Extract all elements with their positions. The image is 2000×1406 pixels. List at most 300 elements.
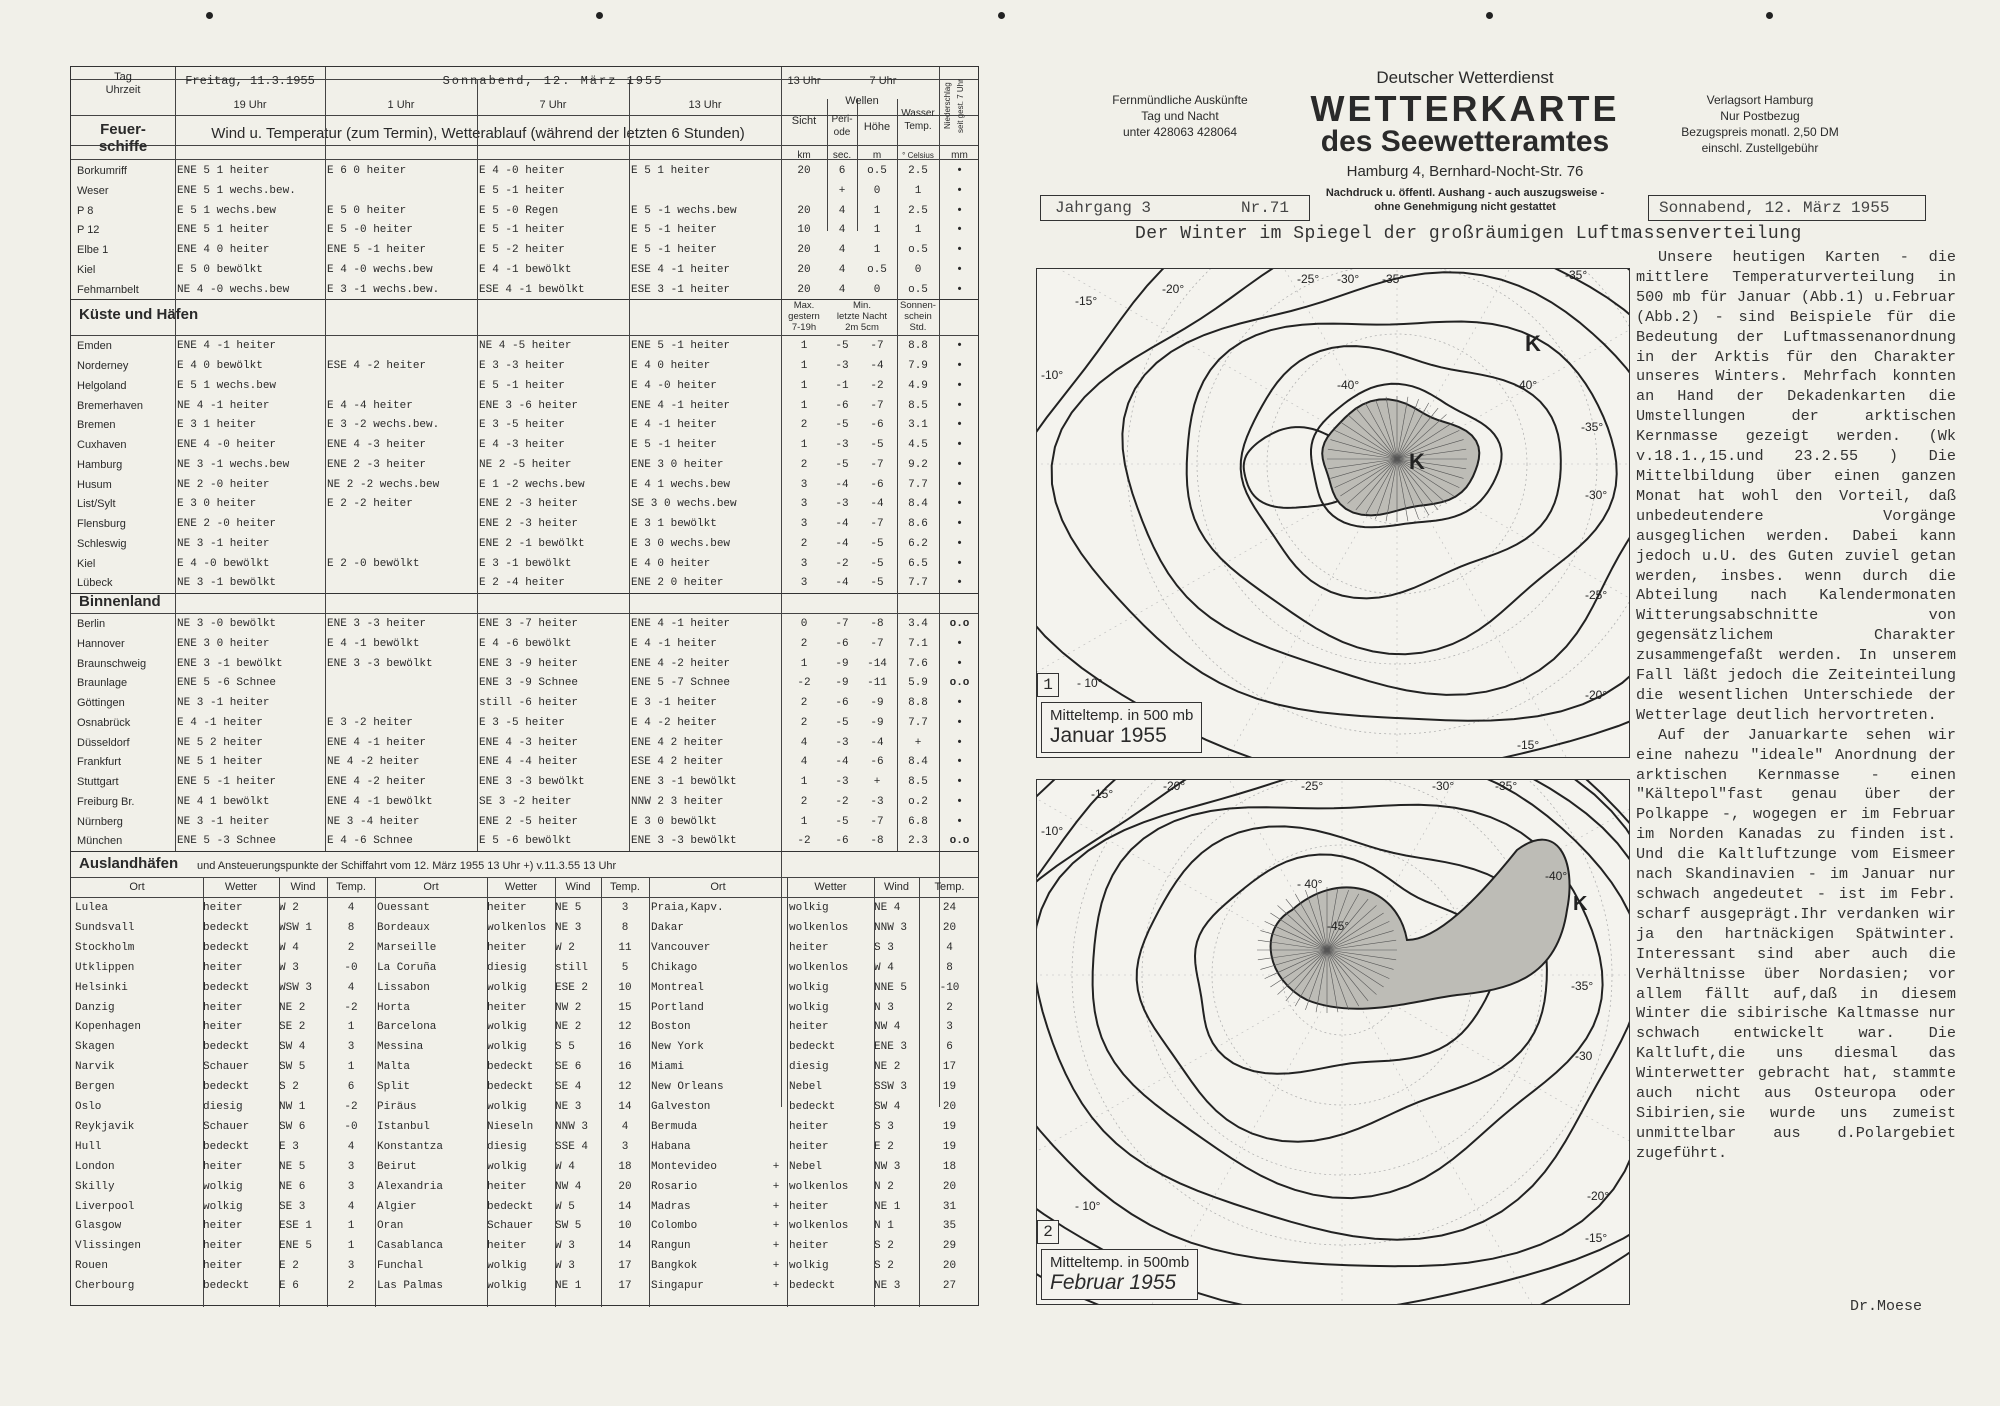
port-wind: SW 4 [279, 1041, 306, 1054]
port-wind: NNW 3 [555, 1120, 589, 1133]
port-temp: 17 [618, 1280, 632, 1293]
port-wind: SW 6 [279, 1120, 306, 1133]
port-temp: 20 [942, 1180, 957, 1193]
port-temp: -0 [344, 1120, 358, 1133]
isotherm-label: -20° [1162, 282, 1185, 296]
port-weather: diesig [203, 1101, 243, 1113]
isotherm-label: -15° [1585, 1231, 1608, 1245]
isotherm-label: -35° [1571, 979, 1594, 993]
obs-19: E 4 0 bewölkt [177, 360, 263, 372]
port-temp: 18 [618, 1160, 632, 1173]
obs-13: E 4 -0 heiter [631, 379, 717, 392]
port-name: Danzig [75, 1001, 115, 1014]
val: o.5 [867, 165, 887, 177]
port-temp: 10 [618, 1220, 632, 1233]
port-name: Horta [377, 1001, 411, 1014]
station-name: Braunschweig [77, 657, 147, 670]
port-temp: 3 [621, 1140, 629, 1153]
obs-19: ENE 3 0 heiter [177, 637, 270, 650]
port-weather: wolkenlos [789, 921, 849, 934]
port-wind: S 2 [279, 1081, 299, 1094]
port-weather: bedeckt [789, 1280, 836, 1293]
obs-7: SE 3 -2 heiter [479, 795, 572, 808]
rule [874, 877, 875, 1307]
port-wind: SSW 3 [874, 1081, 908, 1094]
obs-19: NE 4 -0 wechs.bew [177, 283, 290, 296]
port-weather: wolkig [789, 1001, 829, 1014]
val: 4 [838, 283, 846, 296]
obs-13: E 5 -1 wechs.bew [631, 204, 737, 217]
val: -5 [870, 557, 884, 570]
port-wind: NE 6 [279, 1180, 306, 1193]
section-binnenland: Binnenland [79, 593, 161, 610]
rule [375, 877, 376, 1307]
val: -4 [835, 518, 849, 530]
val: -9 [835, 657, 849, 670]
val: 2 [800, 795, 808, 808]
obs-1: ENE 3 -3 bewölkt [327, 657, 433, 670]
val: 4.9 [908, 379, 928, 392]
val: 7.6 [908, 657, 928, 670]
obs-19: ENE 4 -0 heiter [177, 439, 277, 451]
port-weather: wolkig [487, 981, 527, 994]
port-wind: NE 3 [874, 1280, 901, 1293]
val: 8.5 [908, 776, 928, 788]
obs-7: E 5 -1 heiter [479, 184, 565, 197]
val: -2 [870, 379, 884, 392]
port-wind: NE 3 [555, 921, 582, 934]
isotherm-label: -25° [1585, 588, 1608, 602]
station-name: Braunlage [77, 677, 128, 690]
port-temp: -0 [344, 961, 358, 974]
port-weather: bedeckt [487, 1061, 534, 1074]
port-name: Rangun [651, 1240, 691, 1253]
isotherm-label: K [1525, 331, 1541, 356]
isotherm-label: -25° [1301, 780, 1324, 793]
port-name: Las Palmas [377, 1280, 444, 1293]
port-mark: + [772, 1240, 780, 1253]
port-name: Madras [651, 1200, 691, 1213]
obs-13: E 4 0 heiter [631, 557, 711, 570]
val: -2 [835, 557, 849, 570]
val: 8.8 [908, 340, 928, 353]
val: • [956, 379, 963, 392]
port-name: Liverpool [75, 1200, 135, 1213]
obs-1: E 6 0 heiter [327, 165, 407, 177]
station-name: Lübeck [77, 577, 113, 590]
obs-7: ENE 3 -7 heiter [479, 618, 579, 630]
port-name: Bergen [75, 1081, 115, 1094]
obs-19: ENE 5 -6 Schnee [177, 677, 277, 690]
rule [71, 159, 978, 160]
obs-1: E 3 -2 wechs.bew. [327, 419, 440, 432]
obs-13: E 4 -2 heiter [631, 716, 717, 729]
val: -4 [835, 537, 849, 550]
val: -3 [870, 795, 884, 808]
port-name: Cherbourg [75, 1280, 135, 1293]
val: • [956, 165, 963, 177]
masthead-contact: Fernmündliche Auskünfte Tag und Nacht unter 428063 428064 [1112, 93, 1248, 139]
val: • [956, 716, 963, 729]
val: • [956, 184, 963, 197]
obs-13: ENE 4 2 heiter [631, 736, 724, 749]
obs-1: NE 4 -2 heiter [327, 756, 420, 769]
port-wind: SE 2 [279, 1021, 306, 1034]
obs-19: NE 4 1 bewölkt [177, 795, 270, 808]
val: + [838, 184, 846, 197]
val: o.o [949, 677, 970, 690]
port-name: Rouen [75, 1260, 109, 1273]
port-wind: NNE 5 [874, 981, 908, 994]
obs-1: NE 3 -4 heiter [327, 815, 420, 828]
rule [325, 115, 326, 851]
hdr-wellen: Wellen [845, 95, 879, 107]
port-temp: 2 [347, 941, 355, 954]
port-weather: wolkig [487, 1041, 527, 1054]
val: -7 [870, 637, 884, 650]
obs-1: E 5 -0 heiter [327, 224, 413, 237]
isotherm-label: -15° [1517, 738, 1540, 752]
station-name: Nürnberg [77, 815, 123, 828]
val: -6 [870, 419, 884, 432]
port-name: Colombo [651, 1220, 698, 1233]
port-wind: W 5 [555, 1200, 575, 1213]
obs-19: ENE 5 1 heiter [177, 165, 270, 177]
rule [897, 159, 898, 851]
map-february-chart [1037, 780, 1630, 1305]
port-mark: + [772, 1260, 780, 1273]
hdr-19: 19 Uhr [233, 99, 267, 111]
masthead-subtitle: des Seewetteramtes [1320, 125, 1610, 158]
obs-13: E 4 0 heiter [631, 360, 711, 372]
val: -3 [835, 360, 849, 372]
map-february [1036, 779, 1630, 1305]
port-name: Piräus [377, 1101, 417, 1113]
port-weather: heiter [203, 1260, 243, 1273]
station-name: Borkumriff [77, 165, 127, 177]
val: • [956, 776, 963, 788]
val: -7 [870, 518, 884, 530]
rule [477, 115, 478, 851]
map-caption: Mitteltemp. in 500mb Februar 1955 [1041, 1249, 1198, 1300]
port-temp: 8 [347, 921, 355, 934]
port-name: Lulea [75, 902, 109, 914]
val: -3 [835, 439, 849, 451]
port-weather: wolkig [487, 1160, 527, 1173]
port-wind: ESE 1 [279, 1220, 313, 1233]
station-name: Emden [77, 340, 112, 353]
port-name: Sundsvall [75, 921, 135, 934]
port-temp: 4 [946, 941, 953, 954]
val: -4 [870, 360, 884, 372]
port-temp: 4 [347, 1140, 355, 1153]
port-mark: + [772, 1220, 780, 1233]
port-name: Montreal [651, 981, 704, 994]
val: -5 [835, 419, 849, 432]
obs-1: E 2 -2 heiter [327, 498, 413, 511]
obs-13: ENE 3 -3 bewölkt [631, 835, 737, 848]
isotherm-label: -40° [1545, 869, 1568, 883]
port-name: Hull [75, 1140, 102, 1153]
port-temp: 19 [942, 1140, 957, 1153]
obs-1: E 2 -0 bewölkt [327, 557, 420, 570]
obs-7: E 5 -1 heiter [479, 379, 565, 392]
port-wind: S 3 [874, 941, 894, 954]
val: 1 [800, 340, 808, 353]
port-wind: WSW 3 [279, 981, 313, 994]
obs-13: ENE 3 -1 bewölkt [631, 776, 737, 788]
val: 2 [800, 458, 808, 471]
val: -5 [870, 537, 884, 550]
obs-19: E 3 0 heiter [177, 498, 257, 511]
val: 8.8 [908, 697, 928, 709]
isotherm-label: -40° [1337, 378, 1360, 392]
port-weather: heiter [789, 1120, 829, 1133]
val: 1 [914, 184, 922, 197]
val: • [956, 360, 963, 372]
port-name: Alexandria [377, 1180, 444, 1193]
port-name: Glasgow [75, 1220, 122, 1233]
isotherm-label: -10° [1041, 824, 1064, 838]
hdr-wetter: Wetter [224, 881, 258, 893]
isotherm-label: -30° [1432, 780, 1455, 793]
val: • [956, 419, 963, 432]
port-name: New York [651, 1041, 704, 1054]
station-name: Kiel [77, 557, 96, 570]
port-weather: bedeckt [203, 1041, 250, 1054]
val: 0 [800, 618, 808, 630]
val: -3 [835, 736, 849, 749]
obs-7: E 4 -6 bewölkt [479, 637, 572, 650]
obs-19: ENE 5 1 heiter [177, 224, 270, 237]
hdr-wind: Wind [883, 881, 910, 893]
port-temp: 3 [347, 1041, 355, 1054]
port-weather: bedeckt [203, 981, 250, 994]
obs-1: E 3 -2 heiter [327, 716, 413, 729]
port-temp: 1 [347, 1021, 355, 1034]
port-wind: SE 4 [555, 1081, 582, 1094]
val: • [956, 439, 963, 451]
port-wind: NE 1 [874, 1200, 901, 1213]
val: 2 [800, 716, 808, 729]
val: -4 [835, 478, 849, 491]
obs-13: SE 3 0 wechs.bew [631, 498, 737, 511]
obs-1: ENE 5 -1 heiter [327, 244, 427, 256]
isotherm-label: -20° [1585, 688, 1608, 702]
port-name: Rosario [651, 1180, 698, 1193]
port-temp: 16 [618, 1041, 632, 1054]
station-name: Kiel [77, 263, 96, 276]
rule [629, 115, 630, 851]
port-wind: NW 1 [279, 1101, 306, 1113]
port-weather: Nebel [789, 1081, 823, 1094]
val: -4 [870, 498, 884, 511]
val: -9 [835, 677, 849, 690]
station-name: Bremerhaven [77, 399, 144, 412]
port-temp: 6 [347, 1081, 355, 1094]
station-name: Weser [77, 184, 109, 197]
port-name: Kopenhagen [75, 1021, 142, 1034]
obs-1: E 4 -4 heiter [327, 399, 413, 412]
hdr-celsius: ° Celsius [902, 151, 934, 160]
map-january [1036, 268, 1630, 758]
station-name: Husum [77, 478, 112, 491]
port-temp: 29 [942, 1240, 957, 1253]
port-weather: heiter [487, 1180, 527, 1193]
obs-13: E 3 0 bewölkt [631, 815, 717, 828]
port-weather: wolkig [789, 902, 829, 914]
section-ausland: Auslandhäfen [79, 855, 179, 872]
port-wind: NE 4 [874, 902, 901, 914]
val: 20 [797, 283, 811, 296]
port-temp: 3 [621, 902, 629, 914]
val: 3 [800, 478, 808, 491]
val: 9.2 [908, 458, 928, 471]
val: 2.5 [908, 204, 928, 217]
port-wind: SW 4 [874, 1101, 901, 1113]
obs-7: E 3 -5 heiter [479, 419, 565, 432]
obs-19: ENE 2 -0 heiter [177, 518, 277, 530]
obs-19: E 4 -0 bewölkt [177, 557, 270, 570]
isotherm-label: -35° [1382, 272, 1405, 286]
port-wind: NE 3 [555, 1101, 582, 1113]
port-weather: wolkenlos [789, 1220, 849, 1233]
port-wind: S 5 [555, 1041, 575, 1054]
obs-1: ENE 3 -3 heiter [327, 618, 427, 630]
val: • [956, 283, 963, 296]
port-mark: + [772, 1200, 780, 1213]
port-temp: 10 [618, 981, 632, 994]
port-temp: 20 [618, 1180, 632, 1193]
obs-13: E 4 -1 heiter [631, 637, 717, 650]
val: + [914, 736, 922, 749]
isotherm [1037, 269, 1630, 758]
masthead-title: WETTERKARTE [1310, 88, 1620, 129]
hdr-ort: Ort [710, 881, 726, 893]
station-name: P 12 [77, 224, 100, 237]
obs-19: NE 5 1 heiter [177, 756, 263, 769]
port-name: Helsinki [75, 981, 128, 994]
obs-13: ENE 5 -1 heiter [631, 340, 731, 353]
port-temp: 19 [942, 1081, 957, 1094]
rule [601, 877, 602, 1307]
hdr-periode: Peri- ode [831, 114, 853, 138]
val: -1 [835, 379, 849, 392]
obs-7: ENE 3 -6 heiter [479, 399, 579, 412]
val: 4 [838, 224, 846, 237]
port-wind: N 3 [874, 1001, 894, 1014]
val: -7 [870, 458, 884, 471]
port-temp: 14 [618, 1240, 632, 1253]
val: -3 [835, 498, 849, 511]
obs-19: E 5 1 wechs.bew [177, 204, 277, 217]
hdr-km: km [797, 150, 811, 161]
station-name: Osnabrück [77, 716, 131, 729]
port-temp: 35 [942, 1220, 957, 1233]
val: o.o [949, 835, 970, 848]
val: 10 [797, 224, 811, 237]
obs-19: E 4 -1 heiter [177, 716, 263, 729]
obs-19: ENE 3 -1 bewölkt [177, 657, 283, 670]
obs-19: NE 3 -1 wechs.bew [177, 458, 290, 471]
val: -5 [870, 577, 884, 590]
port-temp: 12 [618, 1081, 632, 1094]
port-wind: ENE 3 [874, 1041, 908, 1054]
obs-19: NE 3 -0 bewölkt [177, 618, 277, 630]
obs-7: E 4 -0 heiter [479, 165, 565, 177]
val: -7 [870, 340, 884, 353]
val: -2 [797, 677, 811, 690]
port-name: Barcelona [377, 1021, 437, 1034]
port-name: Utklippen [75, 961, 135, 974]
val: 1 [800, 360, 808, 372]
obs-13: E 5 -1 heiter [631, 439, 717, 451]
punch-hole [206, 12, 213, 19]
port-name: Malta [377, 1061, 411, 1074]
hdr-1: 1 Uhr [387, 99, 415, 111]
station-name: Freiburg Br. [77, 795, 135, 808]
obs-1: E 4 -1 bewölkt [327, 637, 420, 650]
val: 1 [873, 224, 881, 237]
val: • [956, 637, 963, 650]
val: 6.2 [908, 537, 928, 550]
val: • [956, 340, 963, 353]
isotherm-label: -25° [1297, 272, 1320, 286]
val: • [956, 756, 963, 769]
port-weather: heiter [203, 1160, 243, 1173]
port-weather: wolkig [487, 1280, 527, 1293]
port-temp: 8 [946, 961, 953, 974]
port-weather: wolkenlos [789, 961, 849, 974]
val: • [956, 518, 963, 530]
port-wind: NW 2 [555, 1001, 582, 1014]
obs-7: E 2 -4 heiter [479, 577, 565, 590]
hdr-tag-uhrzeit: Tag Uhrzeit [105, 71, 141, 96]
port-wind: ESE 2 [555, 981, 589, 994]
val: • [956, 244, 963, 256]
obs-7: ESE 4 -1 bewölkt [479, 283, 585, 296]
isotherm-label: -20° [1587, 1189, 1610, 1203]
val: 7.7 [908, 716, 928, 729]
port-name: Galveston [651, 1101, 711, 1113]
port-temp: 4 [347, 902, 355, 914]
port-wind: N 1 [874, 1220, 894, 1233]
val: -6 [835, 697, 849, 709]
val: 7.1 [908, 637, 928, 650]
port-temp: 3 [946, 1021, 953, 1034]
val: 6 [838, 165, 846, 177]
port-weather: bedeckt [487, 1200, 534, 1213]
val: • [956, 458, 963, 471]
port-name: Habana [651, 1140, 691, 1153]
station-name: Schleswig [77, 537, 127, 550]
port-weather: heiter [203, 1001, 243, 1014]
val: 1 [800, 776, 808, 788]
isotherm-label: -10° [1041, 368, 1064, 382]
port-weather: bedeckt [789, 1101, 836, 1113]
port-wind: NE 2 [874, 1061, 901, 1074]
port-temp: 2 [946, 1001, 953, 1014]
val: 3.4 [908, 618, 928, 630]
station-name: Bremen [77, 419, 116, 432]
port-weather: Nieseln [487, 1120, 534, 1133]
port-wind: NW 3 [874, 1160, 901, 1173]
obs-13: ESE 4 2 heiter [631, 756, 724, 769]
port-weather: Schauer [203, 1120, 250, 1133]
isotherm-label: -45° [1327, 919, 1350, 933]
isotherm-label: -30 [1575, 1049, 1593, 1063]
isotherm-label: -40° [1515, 378, 1538, 392]
